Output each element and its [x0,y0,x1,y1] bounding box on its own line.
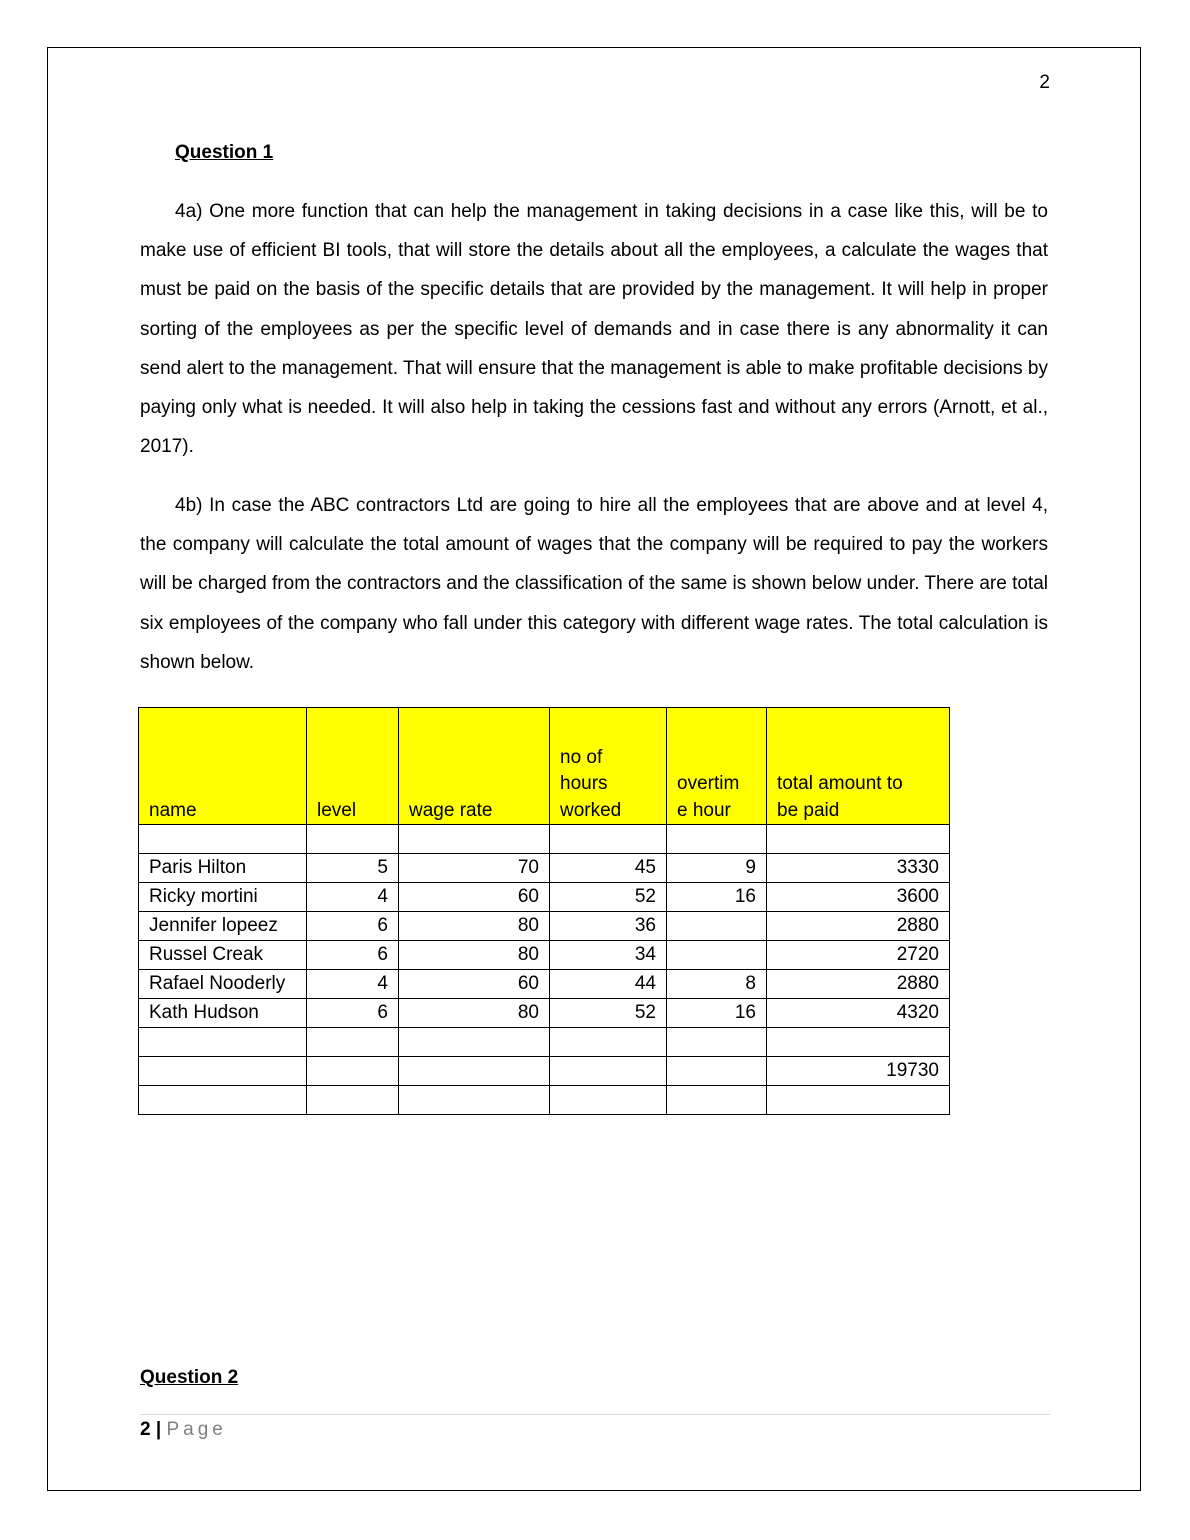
table-cell: 5 [307,854,399,883]
table-row [139,854,950,883]
table-cell: 45 [550,854,667,883]
table-cell: 52 [550,999,667,1028]
table-cell [139,1028,307,1057]
table-cell [667,1057,767,1086]
column-header: wage rate [399,708,550,825]
question-1-heading: Question 1 [175,142,274,163]
table-cell: 8 [667,970,767,999]
table-cell [139,1086,307,1115]
paragraph-4a: 4a) One more function that can help the management in taking decisions in a case like this, will be to make use of efficient BI tools, that will store the details about all the employees, a calculate the wages that must be paid on the basis of the specific details that are provided by the management. It will help in proper sorting of the employees as per the specific level of demands and in case there is any abnormality it can send alert to the management. That will ensure that the management is able to make profitable decisions by paying only what is needed. It will also help in taking the cessions fast and without any errors (Arnott, et al., 2017). [140,201,1048,458]
table-cell [399,825,550,854]
table-cell [399,1028,550,1057]
footer-page-label: Page [166,1419,227,1440]
table-cell [307,1086,399,1115]
table-row [139,1028,950,1057]
table-cell: 60 [399,970,550,999]
table-cell: 4 [307,883,399,912]
footer-divider [140,1414,1050,1415]
table-cell: 80 [399,941,550,970]
table-cell [667,941,767,970]
table-cell: 2880 [767,912,950,941]
table-row [139,941,950,970]
table-cell: Rafael Nooderly [139,970,307,999]
footer-page-number: 2 [140,1419,151,1440]
table-cell: 70 [399,854,550,883]
table-cell: 52 [550,883,667,912]
column-header: no of hours worked [550,708,667,825]
column-header: name [139,708,307,825]
table-row [139,825,950,854]
table-cell [667,1086,767,1115]
table-cell: Paris Hilton [139,854,307,883]
table-cell: 16 [667,883,767,912]
table-cell: 6 [307,999,399,1028]
table-cell: 80 [399,912,550,941]
wage-table [138,707,950,1115]
table-cell [667,912,767,941]
table-cell [307,1028,399,1057]
table-cell: 4 [307,970,399,999]
table-cell: 2720 [767,941,950,970]
table-cell [550,1028,667,1057]
paragraph-4b: 4b) In case the ABC contractors Ltd are going to hire all the employees that are above and at level 4, the company will calculate the total amount of wages that the company will be required to pay the workers will be charged from the contractors and the classification of the same is shown below under. There are total six employees of the company who fall under this category with different wage rates. The total calculation is shown below. [140,495,1048,673]
question-2-heading: Question 2 [140,1367,239,1388]
table-body [139,825,950,1115]
table-cell [667,1028,767,1057]
table-cell: 4320 [767,999,950,1028]
table-cell [767,1028,950,1057]
table-cell: Ricky mortini [139,883,307,912]
table-row [139,970,950,999]
table-cell [139,825,307,854]
table-cell: 44 [550,970,667,999]
table-row [139,883,950,912]
table-cell: Jennifer lopeez [139,912,307,941]
table-cell [307,825,399,854]
footer-separator: | [155,1419,162,1440]
table-cell: 16 [667,999,767,1028]
table-cell: 3330 [767,854,950,883]
column-header: overtim e hour [667,708,767,825]
table-cell [550,1057,667,1086]
table-cell: 19730 [767,1057,950,1086]
table-cell: 6 [307,912,399,941]
table-header-row [139,708,950,825]
table-cell: 9 [667,854,767,883]
table-cell [667,825,767,854]
table-cell: 6 [307,941,399,970]
table-cell [767,825,950,854]
table-row [139,1057,950,1086]
table-row [139,999,950,1028]
table-cell: Kath Hudson [139,999,307,1028]
table-cell [550,825,667,854]
table-cell: 80 [399,999,550,1028]
table-cell [767,1086,950,1115]
table-cell: 2880 [767,970,950,999]
table-cell: 60 [399,883,550,912]
table-cell: 3600 [767,883,950,912]
table-cell [139,1057,307,1086]
table-row [139,1086,950,1115]
table-cell [307,1057,399,1086]
table-cell: 34 [550,941,667,970]
column-header: level [307,708,399,825]
footer [140,1419,227,1441]
table-cell: 36 [550,912,667,941]
table-cell [399,1057,550,1086]
column-header: total amount to be paid [767,708,950,825]
header-page-number: 2 [1039,72,1050,93]
table-row [139,912,950,941]
table-cell [550,1086,667,1115]
table-cell [399,1086,550,1115]
table-cell: Russel Creak [139,941,307,970]
